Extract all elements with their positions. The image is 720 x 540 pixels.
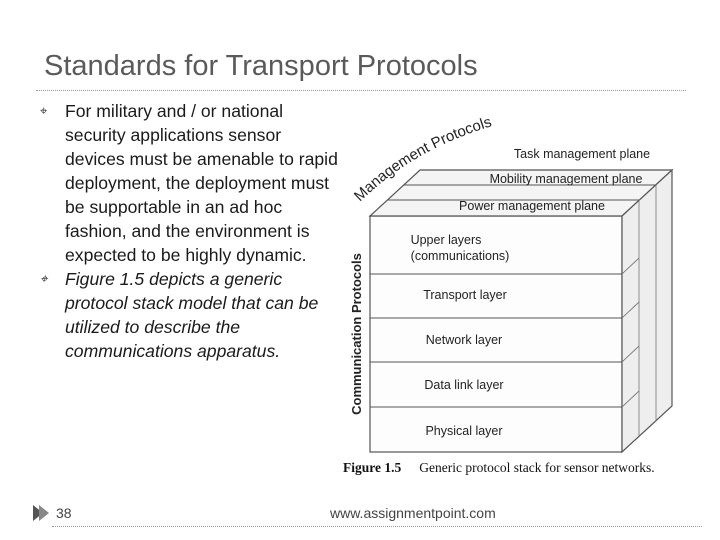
layer-label: Upper layers (410, 233, 482, 247)
bullet-item (40, 267, 340, 363)
layer-label: Physical layer (425, 424, 503, 438)
layer-label: Data link layer (424, 378, 504, 392)
caption-text: Generic protocol stack for sensor networks. (419, 460, 655, 475)
slide-title: Standards for Transport Protocols (44, 50, 478, 82)
plane-label: Power management plane (459, 199, 605, 213)
caption-number: Figure 1.5 (343, 460, 402, 475)
layer-label: Network layer (425, 333, 503, 347)
management-protocols-text: Management Protocols (350, 113, 494, 205)
footer-arrow-icon (39, 505, 49, 521)
page-number: 38 (56, 505, 72, 521)
protocol-stack-figure (342, 110, 707, 460)
bullet-icon: ⌖ (40, 103, 48, 118)
bullet-text: Figure 1.5 depicts a generic protocol stack model that can be utilized to describe the communications apparatus. (65, 269, 319, 361)
figure-caption (343, 460, 708, 476)
title-divider (36, 90, 686, 91)
footer-url: www.assignmentpoint.com (330, 505, 496, 521)
layer-label: Transport layer (423, 288, 507, 302)
layer-label: (communications) (410, 249, 510, 263)
bullet-text: For military and / or national security applications sensor devices must be amenable to rapid deployment, the deployment must be supportable in an ad hoc fashion, and the environment is expected to be highly dynamic. (65, 101, 338, 265)
bullet-list (40, 99, 340, 363)
plane-label: Task management plane (513, 147, 651, 161)
bullet-icon: ⌖ (40, 271, 48, 286)
footer-divider (52, 526, 702, 527)
communication-protocols-label: Communication Protocols (349, 253, 364, 415)
plane-label: Mobility management plane (489, 172, 643, 186)
bullet-item (40, 99, 340, 267)
